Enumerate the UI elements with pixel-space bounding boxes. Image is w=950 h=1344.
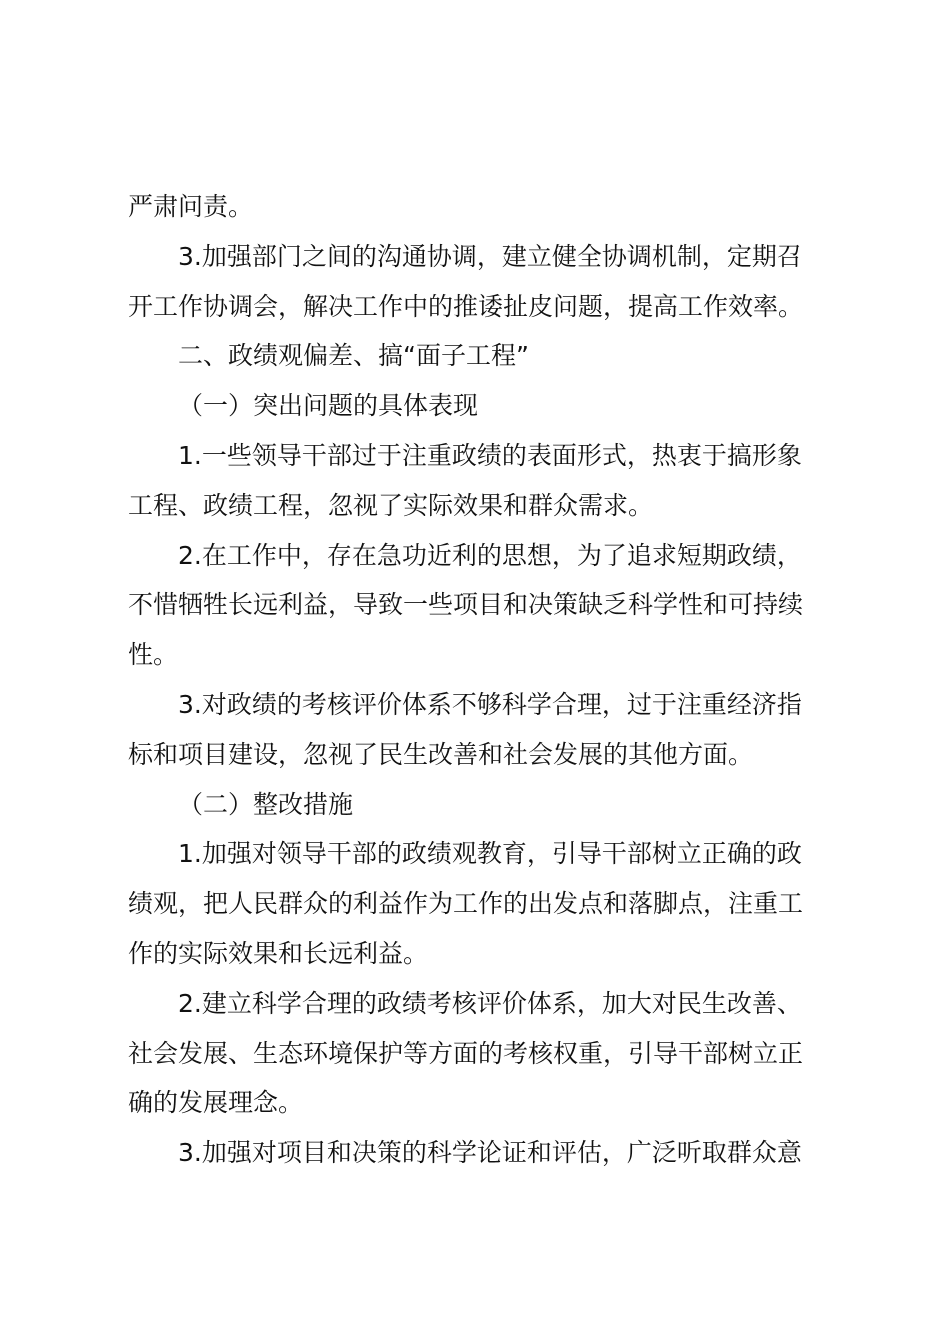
text-line-6: 1.一些领导干部过于注重政绩的表面形式，热衷于搞形象	[178, 440, 802, 470]
text-line-18: 社会发展、生态环境保护等方面的考核权重，引导干部树立正	[128, 1038, 804, 1068]
subsection-heading-problems: （一）突出问题的具体表现	[178, 391, 479, 421]
text-line-2: 3.加强部门之间的沟通协调，建立健全协调机制，定期召	[178, 241, 802, 271]
section-heading-2: 二、政绩观偏差、搞“面子工程”	[178, 341, 529, 371]
subsection-heading-measures: （二）整改措施	[178, 789, 354, 819]
text-line-11: 3.对政绩的考核评价体系不够科学合理，过于注重经济指	[178, 689, 802, 719]
text-line-20: 3.加强对项目和决策的科学论证和评估，广泛听取群众意	[178, 1138, 802, 1168]
text-line-9: 不惜牺牲长远利益，导致一些项目和决策缺乏科学性和可持续	[128, 590, 804, 620]
text-line-19: 确的发展理念。	[128, 1088, 304, 1118]
text-line-14: 1.加强对领导干部的政绩观教育，引导干部树立正确的政	[178, 839, 802, 869]
text-line-17: 2.建立科学合理的政绩考核评价体系，加大对民生改善、	[178, 988, 802, 1018]
text-line-15: 绩观，把人民群众的利益作为工作的出发点和落脚点，注重工	[128, 889, 804, 919]
text-line-7: 工程、政绩工程，忽视了实际效果和群众需求。	[128, 490, 654, 520]
document-body	[128, 182, 833, 1178]
text-line-8: 2.在工作中，存在急功近利的思想，为了追求短期政绩，	[178, 540, 802, 570]
text-line-16: 作的实际效果和长远利益。	[128, 938, 429, 968]
text-line-12: 标和项目建设，忽视了民生改善和社会发展的其他方面。	[128, 739, 754, 769]
text-line-3: 开工作协调会，解决工作中的推诿扯皮问题，提高工作效率。	[128, 291, 804, 321]
text-line-10: 性。	[128, 640, 179, 670]
text-line-1: 严肃问责。	[128, 192, 254, 221]
